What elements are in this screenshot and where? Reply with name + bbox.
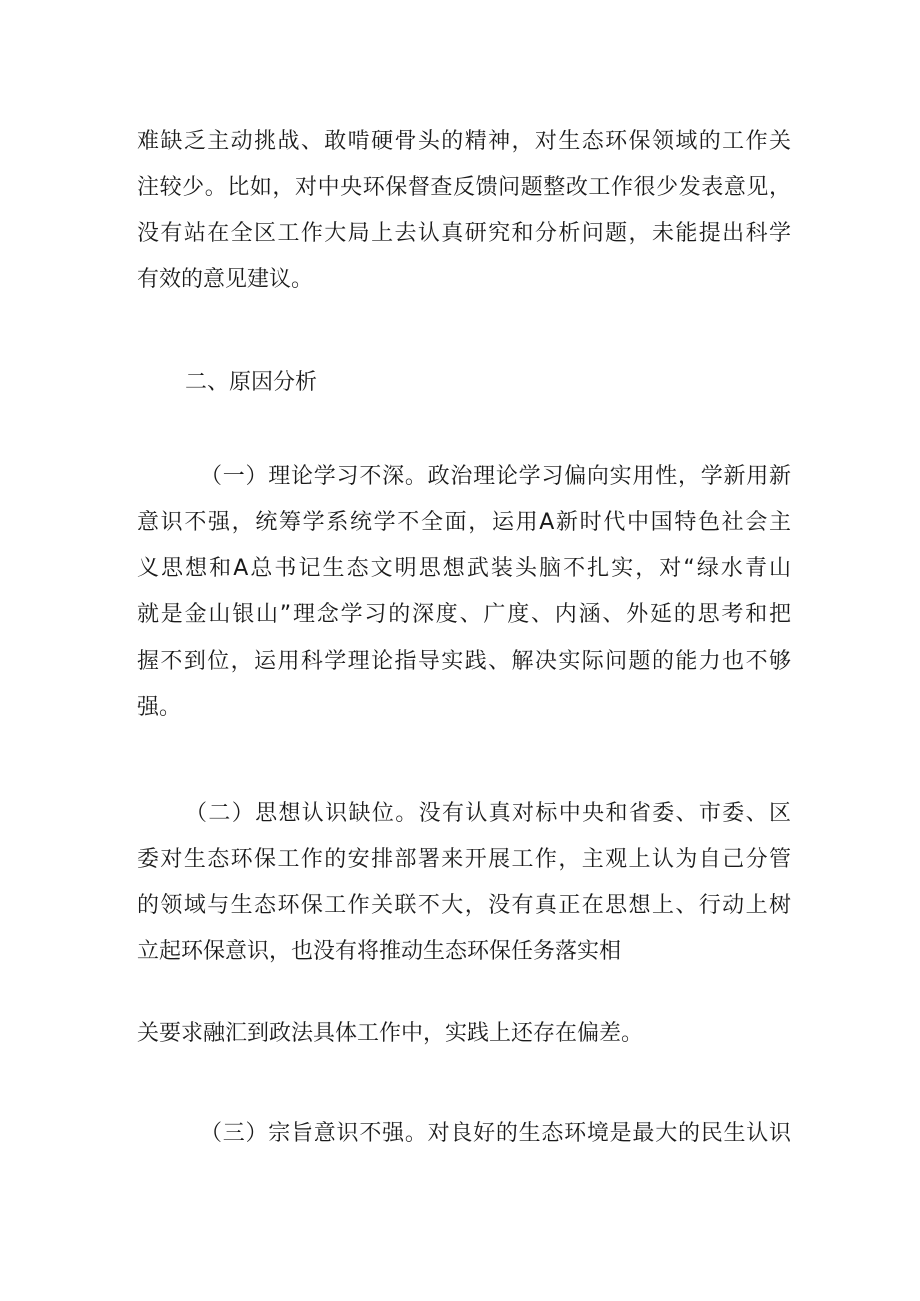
paragraph-line: （二）思想认识缺位。没有认真对标中央和省委、市委、区 [185, 801, 791, 826]
paragraph-line: 委对生态环保工作的安排部署来开展工作，主观上认为自己分管 [137, 847, 791, 872]
paragraph-line: 意识不强，统筹学系统学不全面，运用A新时代中国特色社会主 [137, 510, 791, 535]
paragraph-line: 的领域与生态环保工作关联不大，没有真正在思想上、行动上树 [137, 893, 791, 918]
paragraph-line: 注较少。比如，对中央环保督查反馈问题整改工作很少发表意见， [137, 175, 791, 200]
section-heading: 二、原因分析 [185, 370, 318, 395]
paragraph-line: 关要求融汇到政法具体工作中，实践上还存在偏差。 [137, 1021, 644, 1046]
paragraph-line: 有效的意见建议。 [137, 267, 314, 292]
paragraph-line: 就是金山银山”理念学习的深度、广度、内涵、外延的思考和把 [137, 602, 791, 627]
paragraph-line: 立起环保意识，也没有将推动生态环保任务落实相 [137, 939, 622, 964]
paragraph-line: 没有站在全区工作大局上去认真研究和分析问题，未能提出科学 [137, 221, 791, 246]
paragraph-line: 握不到位，运用科学理论指导实践、解决实际问题的能力也不够 [137, 649, 791, 674]
paragraph-line: （一）理论学习不深。政治理论学习偏向实用性，学新用新 [200, 464, 791, 489]
paragraph-line: 义思想和A总书记生态文明思想武装头脑不扎实，对“绿水青山 [137, 556, 791, 581]
paragraph-line: 难缺乏主动挑战、敢啃硬骨头的精神，对生态环保领域的工作关 [137, 129, 791, 154]
paragraph-line: （三）宗旨意识不强。对良好的生态环境是最大的民生认识 [200, 1121, 791, 1146]
paragraph-line: 强。 [137, 695, 182, 720]
